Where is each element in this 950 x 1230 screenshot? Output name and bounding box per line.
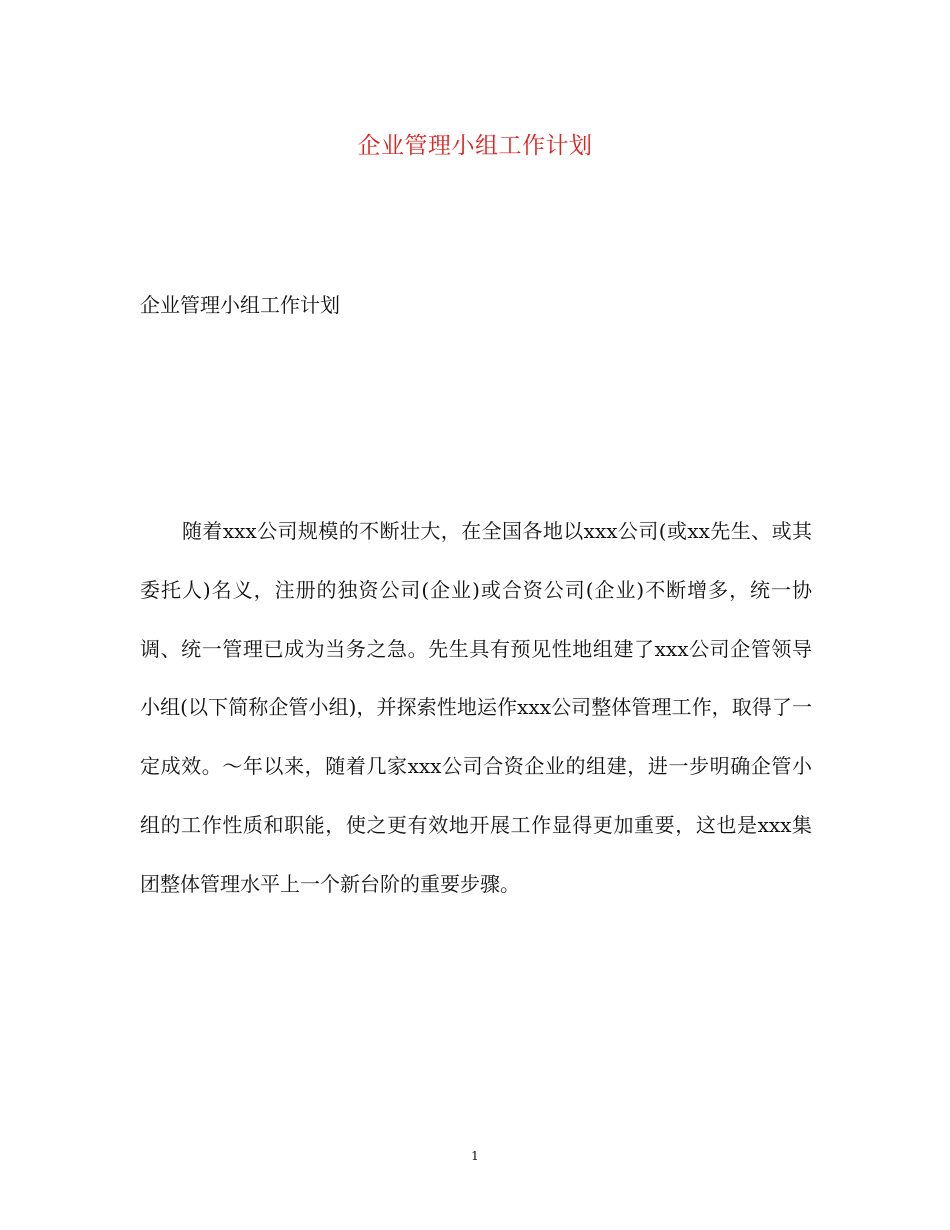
body-paragraph: 随着xxx公司规模的不断壮大，在全国各地以xxx公司(或xx先生、或其委托人)名义，注册的独资公司(企业)或合资公司(企业)不断增多，统一协调、统一管理已成为当务之急。先生具有预见性地组建了xxx公司企管领导小组(以下简称企管小组)，并探索性地运作xxx公司整体管理工作，取得了一定成效。～年以来，随着几家xxx公司合资企业的组建，进一步明确企管小组的工作性质和职能，使之更有效地开展工作显得更加重要，这也是xxx集团整体管理水平上一个新台阶的重要步骤。 xyxy=(140,519,812,896)
document-title: 企业管理小组工作计划 xyxy=(357,133,593,159)
page-number: 1 xyxy=(471,1149,479,1163)
document-subtitle: 企业管理小组工作计划 xyxy=(140,293,340,317)
